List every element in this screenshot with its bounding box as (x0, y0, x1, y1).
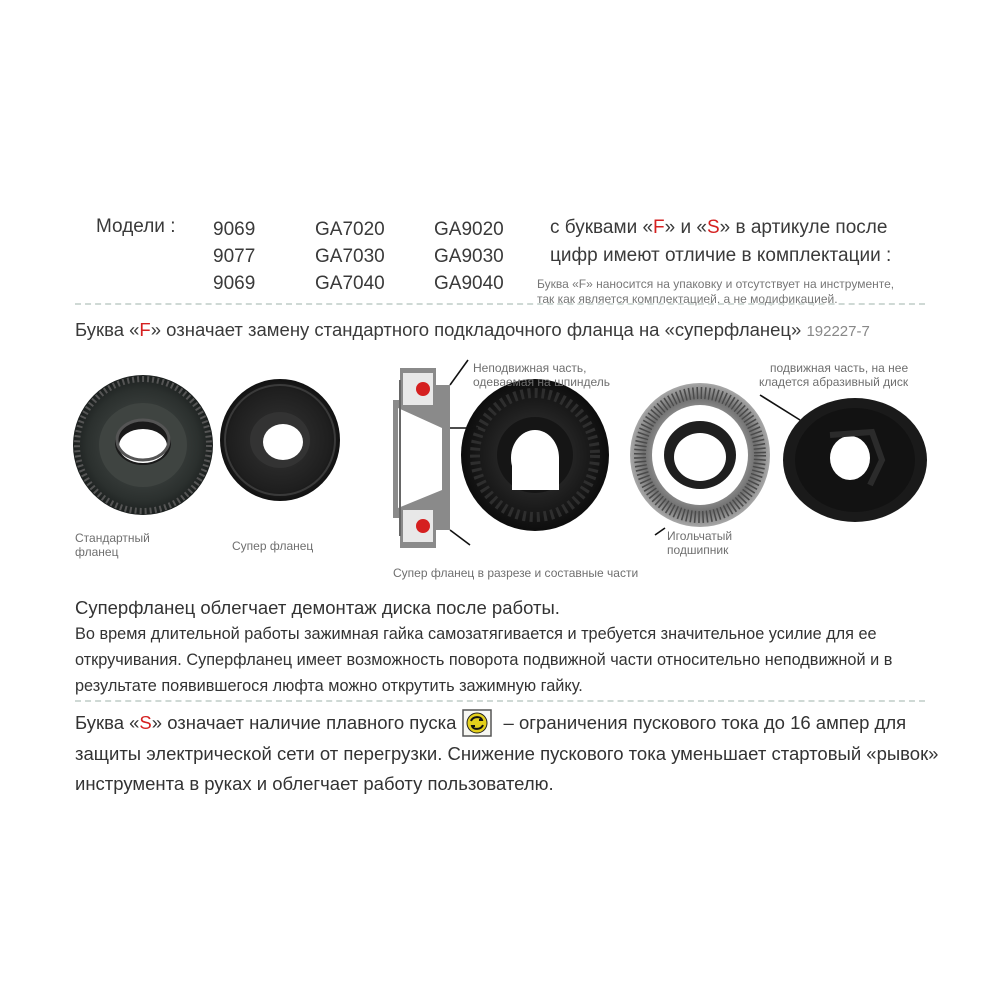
model-code: GA9020 (434, 219, 504, 240)
fixed-part-image (461, 379, 609, 531)
model-code: GA7020 (315, 219, 385, 240)
models-description-line2: цифр имеют отличие в комплектации : (550, 245, 892, 266)
letter-f: F (653, 217, 665, 238)
model-code: 9077 (213, 246, 256, 267)
f-section-title: Буква «F» означает замену стандартного подкладочного фланца на «суперфланец» 192227-7 (75, 319, 870, 340)
soft-start-icon (462, 709, 492, 737)
model-code: GA9030 (434, 246, 504, 267)
models-column-3 (434, 216, 504, 297)
movable-part-image (783, 398, 927, 522)
cross-section-image (393, 368, 450, 548)
paragraph-heading: Суперфланец облегчает демонтаж диска после работы. (75, 597, 560, 618)
divider (75, 700, 925, 702)
letter-s: S (706, 217, 720, 238)
letter-s: S (139, 712, 152, 733)
s-section-text: Буква «S» означает наличие плавного пуска – ограничения пускового тока до 16 ампер для защиты электрической сети от перегрузки. Снижение пускового тока уменьшает стартовый «рывок» инструмента в руках и облегчает работу пользователю. (75, 708, 955, 800)
models-column-2 (315, 216, 385, 297)
caption-fixed-part: Неподвижная часть, одеваемая на шпиндель (473, 361, 611, 389)
model-code: 9069 (213, 219, 256, 240)
needle-bearing-image (630, 383, 770, 527)
caption-movable-part: подвижная часть, на нее кладется абразивный диск (759, 361, 909, 389)
models-description: с буквами «F» и «S» в артикуле после цифр имеют отличие в комплектации : (550, 214, 891, 270)
super-flange-image (220, 379, 340, 501)
models-label: Модели : (96, 216, 176, 237)
standard-flange-image (73, 375, 213, 515)
model-code: 9069 (213, 273, 256, 294)
caption-needle-bearing: Игольчатый подшипник (667, 529, 733, 557)
caption-standard-flange: Стандартный фланец (75, 531, 150, 559)
part-code: 192227-7 (806, 323, 870, 340)
caption-super-flange: Супер фланец (232, 539, 314, 553)
models-column-1 (213, 216, 255, 297)
caption-cross-section: Супер фланец в разрезе и составные части (393, 566, 639, 580)
divider (75, 303, 925, 305)
model-code: GA7040 (315, 273, 385, 294)
models-note: Буква «F» наносится на упаковку и отсутствует на инструменте, так как является комплектацией, а не модификацией. (537, 277, 895, 306)
model-code: GA7030 (315, 246, 385, 267)
paragraph-body: Во время длительной работы зажимная гайка самозатягивается и требуется значительное усилие для ее откручивания. Суперфланец имеет возможность поворота подвижной части относительно неподвижной и в результате появившегося люфта можно открутить зажимную гайку. (75, 625, 893, 695)
model-code: GA9040 (434, 273, 504, 294)
